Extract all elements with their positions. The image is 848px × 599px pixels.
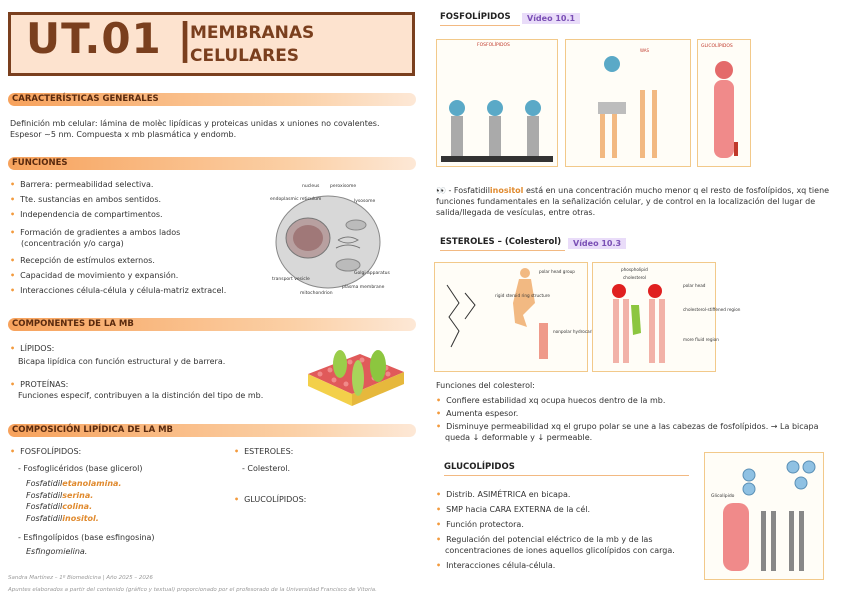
cell-label: peroxisome — [330, 184, 357, 189]
list-item: • Regulación del potencial eléctrico de la mb y de las — [436, 534, 698, 545]
list-item: • Barrera: permeabilidad selectiva. — [10, 179, 270, 190]
lipidos-title: • LÍPIDOS: — [10, 343, 300, 354]
fosfatidilinositol-note: 👀 - Fosfatidilinositol está en una concentración mucho menor q el resto de fosfolípidos, xq tiene funciones fundamentales en la señalización celular, y de control en la localización del lugar de salida/llegada de vesículas, entre otras. — [436, 186, 830, 217]
fosfolipidos-block — [10, 446, 230, 558]
list-item: Fosfatidilserina. — [26, 490, 94, 500]
glicolipidos-figure — [697, 39, 751, 167]
proteinas-desc: Funciones especif, contribuyen a la distinción del tipo de mb. — [18, 391, 264, 400]
cell-label: endoplasmic reticulum — [270, 197, 322, 202]
cell-label: lysosome — [354, 199, 376, 204]
svg-text:phospholipid: phospholipid — [621, 267, 648, 272]
list-item: • Distrib. ASIMÉTRICA en bicapa. — [436, 489, 698, 500]
svg-text:rigid steroid ring structure: rigid steroid ring structure — [495, 293, 550, 298]
svg-text:WAS: WAS — [640, 48, 650, 53]
esfingomielina: Esfingomielina. — [26, 547, 88, 556]
fosfogliceridos-label: - Fosfoglicéridos (base glicerol) — [18, 464, 143, 473]
cell-label: Golgi apparatus — [354, 271, 390, 276]
esteroles-title: • ESTEROLES: — [234, 446, 384, 457]
colesterol-item: - Colesterol. — [242, 464, 291, 473]
fosfolipidos-figure-2 — [565, 39, 691, 167]
heading-underline — [444, 475, 689, 476]
list-item: • Interacciones célula-célula. — [436, 560, 698, 571]
svg-text:cholesterol: cholesterol — [623, 275, 647, 280]
list-item: Fosfatidiletanolamina. — [26, 479, 122, 488]
svg-text:Glicolípido: Glicolípido — [711, 494, 735, 499]
list-item: • Recepción de estímulos externos. — [10, 255, 270, 266]
cell-label: transport vesicle — [272, 277, 310, 282]
list-item-continuation: (concentración y/o carga) — [21, 239, 124, 248]
svg-text:GLICOLÍPIDOS: GLICOLÍPIDOS — [701, 44, 733, 49]
list-item: • Disminuye permeabilidad xq el grupo polar se une a las cabezas de fosfolípidos. → La bicapa — [436, 421, 836, 432]
cell-label: mitochondrion — [300, 291, 333, 296]
esteroles-heading: ESTEROLES – (Colesterol) — [440, 237, 562, 247]
fosfogliceridos-list — [10, 478, 230, 524]
colesterol-functions — [436, 380, 836, 443]
lipidos-desc: Bicapa lipídica con función estructural y de barrera. — [18, 357, 226, 366]
section-header-caracteristicas: CARACTERÍSTICAS GENERALES — [8, 93, 416, 106]
glucolipidos-figure — [704, 452, 824, 580]
section-header-funciones: FUNCIONES — [8, 157, 416, 170]
list-item: • Independencia de compartimentos. — [10, 209, 270, 220]
colesterol-structure-figure — [434, 262, 608, 372]
membrane-illustration — [300, 334, 410, 412]
svg-text:FOSFOLÍPIDOS: FOSFOLÍPIDOS — [477, 43, 510, 48]
definition-text: Definición mb celular: lámina de molèc lipídicas y proteicas unidas x uniones no covalentes. Espesor ~5 nm. Compuesta x mb plasmática y endomb. — [10, 119, 380, 139]
list-item: • Formación de gradientes a ambos lados — [10, 227, 270, 238]
list-item: • Confiere estabilidad xq ocupa huecos dentro de la mb. — [436, 395, 836, 406]
glucolipidos-heading: GLUCOLÍPIDOS — [444, 462, 515, 472]
svg-text:polar head: polar head — [683, 283, 706, 288]
footer-source: Apuntes elaborados a partir del contenido (gráfico y textual) proporcionado por el profesorado de la Universidad Francisco de Vitoria. — [8, 587, 377, 593]
video-link-10-3[interactable]: Vídeo 10.3 — [568, 238, 626, 249]
svg-text:polar head group: polar head group — [539, 269, 575, 274]
list-item: • Interacciones célula-célula y célula-matriz extracel. — [10, 285, 270, 296]
list-item: • Aumenta espesor. — [436, 408, 836, 419]
glucolipidos-list — [436, 489, 698, 571]
componentes-list — [10, 343, 300, 401]
svg-text:cholesterol-stiffened region: cholesterol-stiffened region — [683, 307, 741, 312]
glucolipidos-title: • GLUCOLÍPIDOS: — [234, 494, 384, 505]
list-item-continuation: queda ↓ deformable y ↓ permeable. — [445, 433, 593, 442]
esfingolipidos-label: - Esfingolípidos (base esfingosina) — [18, 533, 155, 542]
colesterol-membrane-figure — [592, 262, 741, 372]
colesterol-intro: Funciones del colesterol: — [436, 381, 535, 390]
list-item: • Capacidad de movimiento y expansión. — [10, 270, 270, 281]
svg-text:nonpolar hydrocarbon tail: nonpolar hydrocarbon tail — [553, 329, 608, 334]
cell-diagram — [268, 180, 388, 298]
list-item: • SMP hacia CARA EXTERNA de la cél. — [436, 504, 698, 515]
proteinas-title: • PROTEÍNAS: — [10, 379, 300, 390]
list-item: Fosfatidilinositol. — [26, 513, 99, 523]
unit-code: UT.01 | — [26, 14, 194, 63]
video-link-10-1[interactable]: Vídeo 10.1 — [522, 13, 580, 24]
list-item: • Tte. sustancias en ambos sentidos. — [10, 194, 270, 205]
section-header-composicion: COMPOSICIÓN LIPÍDICA DE LA MB — [8, 424, 416, 437]
footer-author: Sandra Martínez – 1º Biomedicina | Año 2025 – 2026 — [8, 575, 153, 581]
esteroles-block — [234, 446, 384, 505]
heading-underline — [440, 250, 565, 251]
list-item: Fosfatidilcolina. — [26, 502, 93, 511]
section-header-componentes: COMPONENTES DE LA MB — [8, 318, 416, 331]
list-item-continuation: concentraciones de iones aquellos glicolípidos con carga. — [445, 546, 675, 555]
svg-text:more fluid region: more fluid region — [683, 337, 719, 342]
funciones-list — [10, 179, 270, 296]
fosfolipidos-title: • FOSFOLÍPIDOS: — [10, 446, 230, 457]
cell-label: nucleus — [302, 184, 320, 189]
fosfolipidos-heading: FOSFOLÍPIDOS — [440, 12, 511, 22]
cell-label: plasma membrane — [342, 285, 385, 290]
fosfolipidos-figure-1 — [436, 39, 558, 167]
unit-title: MEMBRANAS CELULARES — [190, 23, 315, 66]
list-item: • Función protectora. — [436, 519, 698, 530]
heading-underline — [440, 25, 520, 26]
